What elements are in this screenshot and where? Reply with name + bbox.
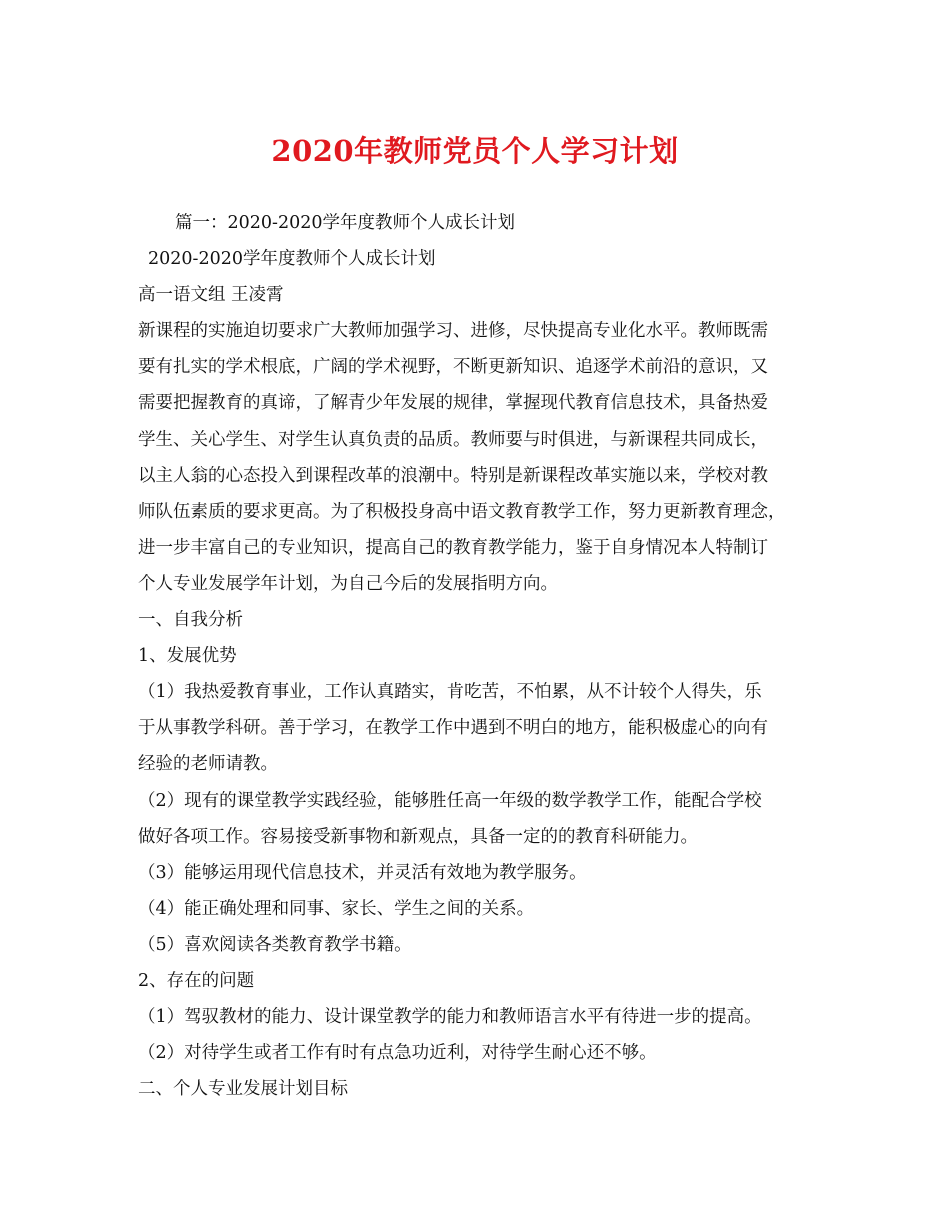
heading-development-goals: 二、个人专业发展计划目标: [138, 1079, 348, 1100]
paragraph-line: 进一步丰富自己的专业知识，提高自己的教育教学能力，鉴于自身情况本人特制订: [138, 537, 768, 558]
paragraph-line: 新课程的实施迫切要求广大教师加强学习、进修，尽快提高专业化水平。教师既需: [138, 321, 768, 342]
heading-self-analysis: 一、自我分析: [138, 610, 243, 631]
subheading-advantages: 1、发展优势: [138, 646, 237, 667]
list-item-line: （1）我热爱教育事业，工作认真踏实，肯吃苦，不怕累，从不计较个人得失，乐: [138, 682, 762, 703]
list-item-line: （5）喜欢阅读各类教育教学书籍。: [138, 934, 412, 955]
list-item-line: （2）现有的课堂教学实践经验，能够胜任高一年级的数学教学工作，能配合学校: [138, 790, 762, 811]
author-line: 高一语文组 王凌霄: [138, 285, 284, 306]
section-heading: 篇一：2020-2020学年度教师个人成长计划: [175, 213, 515, 233]
paragraph-line: 学生、关心学生、对学生认真负责的品质。教师要与时俱进，与新课程共同成长，: [138, 429, 768, 450]
list-item-line: 于从事教学科研。善于学习，在教学工作中遇到不明白的地方，能积极虚心的向有: [138, 718, 768, 739]
paragraph-line: 个人专业发展学年计划，为自己今后的发展指明方向。: [138, 573, 558, 594]
list-item-line: （3）能够运用现代信息技术，并灵活有效地为教学服务。: [138, 862, 587, 883]
list-item-line: （2）对待学生或者工作有时有点急功近利，对待学生耐心还不够。: [138, 1043, 657, 1064]
list-item-line: 经验的老师请教。: [138, 754, 278, 775]
paragraph-line: 需要把握教育的真谛，了解青少年发展的规律，掌握现代教育信息技术，具备热爱: [138, 393, 768, 414]
paragraph-line: 以主人翁的心态投入到课程改革的浪潮中。特别是新课程改革实施以来，学校对教: [138, 465, 768, 486]
list-item-line: 做好各项工作。容易接受新事物和新观点，具备一定的的教育科研能力。: [138, 826, 698, 847]
paragraph-line: 要有扎实的学术根底，广阔的学术视野，不断更新知识、追逐学术前沿的意识，又: [138, 357, 768, 378]
list-item-line: （4）能正确处理和同事、家长、学生之间的关系。: [138, 898, 535, 919]
subtitle-line: 2020-2020学年度教师个人成长计划: [148, 249, 436, 270]
document-title: 2020年教师党员个人学习计划: [271, 134, 679, 168]
list-item-line: （1）驾驭教材的能力、设计课堂教学的能力和教师语言水平有待进一步的提高。: [138, 1007, 762, 1028]
document-body: [138, 205, 838, 1107]
subheading-problems: 2、存在的问题: [138, 970, 255, 991]
paragraph-line: 师队伍素质的要求更高。为了积极投身高中语文教育教学工作，努力更新教育理念，: [138, 501, 786, 522]
